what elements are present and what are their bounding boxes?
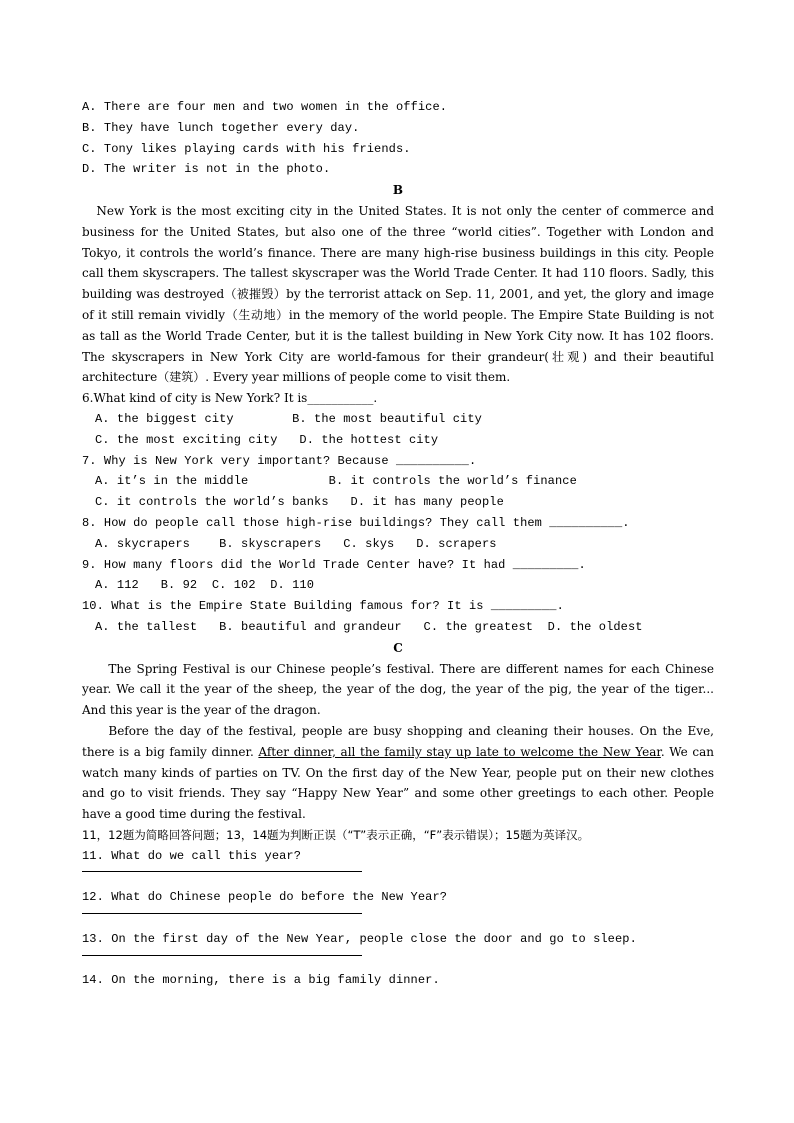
- underlined-sentence: After dinner, all the family stay up late to welcome the New Year: [258, 744, 661, 759]
- question-10-options: A. the tallest B. beautiful and grandeur C. the greatest D. the oldest: [95, 619, 643, 634]
- section-c-paragraph-1: The Spring Festival is our Chinese people’s festival. There are different names for each Chinese year. We call it the year of the sheep, the year of the dog, the year of the pig, the year of the tiger... And this year is the year of the dragon.: [82, 661, 714, 718]
- answer-line-12[interactable]: [82, 908, 714, 929]
- question-12: 12. What do Chinese people do before the New Year?: [82, 890, 448, 905]
- question-14: 14. On the morning, there is a big family dinner.: [82, 973, 440, 988]
- question-8: 8. How do people call those high-rise buildings? They call them __________.: [82, 515, 630, 530]
- question-6: 6.What kind of city is New York? It is___________.: [82, 391, 378, 406]
- worksheet-page: [82, 97, 714, 991]
- question-13: 13. On the first day of the New Year, people close the door and go to sleep.: [82, 931, 637, 946]
- question-7: 7. Why is New York very important? Because __________.: [82, 453, 477, 468]
- question-9-options: A. 112 B. 92 C. 102 D. 110: [95, 578, 315, 593]
- section-b-heading: B: [392, 183, 404, 198]
- option-d: D. The writer is not in the photo.: [82, 162, 331, 177]
- question-10: 10. What is the Empire State Building famous for? It is _________.: [82, 599, 564, 614]
- question-9: 9. How many floors did the World Trade Center have? It had _________.: [82, 557, 586, 572]
- answer-line-11[interactable]: [82, 866, 714, 887]
- option-b: B. They have lunch together every day.: [82, 120, 360, 135]
- question-11: 11. What do we call this year?: [82, 848, 302, 863]
- section-b-passage: New York is the most exciting city in the United States. It is not only the center of commerce and business for the United States, but also one of the three “world cities”. Together with London and Tokyo, it controls the world’s finance. There are many high-rise business buildings in this city. People call them skyscrapers. The tallest skyscraper was the World Trade Center. It had 110 floors. Sadly, this building was destroyed（被摧毁）by the terrorist attack on Sep. 11, 2001, and yet, the glory and image of it still remain vividly（生动地）in the memory of the world people. The Empire State Building is not as tall as the World Trade Center, but it is the tallest building in New York City now. It has 102 floors. The skyscrapers in New York City are world-famous for their grandeur(壮观) and their beautiful architecture（建筑）. Every year millions of people come to visit them.: [82, 203, 714, 385]
- section-c-paragraph-2: [82, 721, 714, 825]
- question-7-options-1: A. it’s in the middle B. it controls the world’s finance: [95, 474, 577, 489]
- section-c-heading: C: [393, 640, 403, 655]
- option-c: C. Tony likes playing cards with his friends.: [82, 141, 411, 156]
- option-a: A. There are four men and two women in the office.: [82, 100, 448, 114]
- question-6-options-1: A. the biggest city B. the most beautiful city: [95, 411, 482, 426]
- section-c-instructions: 11，12题为简略回答问题；13，14题为判断正误（“T”表示正确，“F”表示错误）；15题为英译汉。: [82, 827, 590, 842]
- question-7-options-2: C. it controls the world’s banks D. it has many people: [95, 495, 504, 510]
- question-6-options-2: C. the most exciting city D. the hottest city: [95, 432, 439, 447]
- question-8-options: A. skycrapers B. skyscrapers C. skys D. scrapers: [95, 536, 497, 551]
- paragraph-2-text-end: . We can watch many kinds of parties on TV. On the first day of the New Year, people put on their new clothes and go to visit friends. They say “Happy New Year” and some other greetings to each other. People have a good time during the festival.: [82, 744, 714, 822]
- answer-line-13[interactable]: [82, 950, 714, 971]
- paragraph-2-text-start: Before the day of the festival, people are busy shopping and cleaning their houses. On the Eve, there is a big family dinner.: [82, 723, 714, 759]
